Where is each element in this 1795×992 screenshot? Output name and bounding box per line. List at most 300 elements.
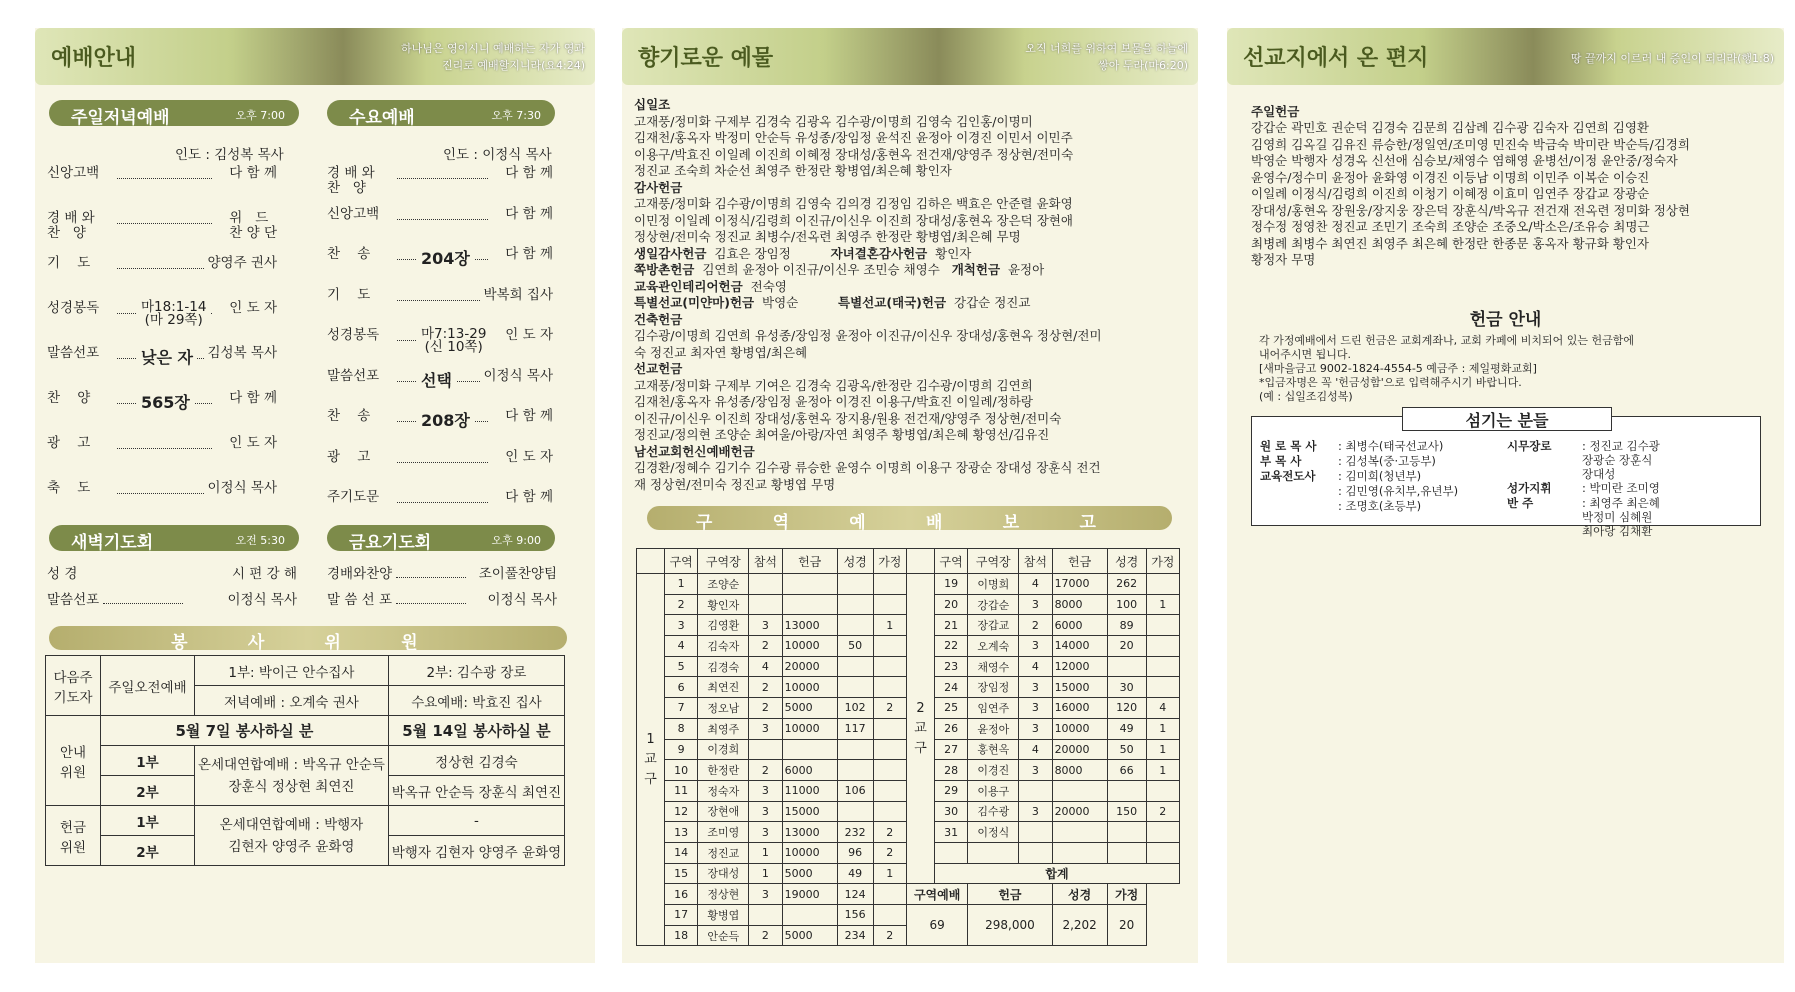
order-item-person: 양영주 권사 xyxy=(205,256,278,271)
report-cell: 2 xyxy=(749,677,782,698)
report-cell: 안순득 xyxy=(698,925,749,946)
order-item-label: 성경봉독 xyxy=(47,300,100,316)
report-cell: 17000 xyxy=(1052,574,1107,595)
report-cell xyxy=(782,594,837,615)
order-item-label: 신앙고백 xyxy=(327,205,380,222)
table-row xyxy=(637,905,1180,926)
report-cell xyxy=(1107,822,1146,843)
report-cell: 3 xyxy=(1019,801,1052,822)
table-row xyxy=(637,884,1180,905)
order-item-label: 광 고 xyxy=(327,448,371,465)
wednesday-title: 수요예배 오후 7:30 xyxy=(327,100,555,126)
report-cell: 6 xyxy=(665,677,698,698)
report-cell: 3 xyxy=(749,615,782,636)
order-item-person: 다 함 께 xyxy=(226,166,277,181)
report-header-row xyxy=(637,549,1180,574)
offering-line: 선교헌금 xyxy=(634,361,683,376)
order-row xyxy=(327,450,553,484)
order-row xyxy=(327,369,553,403)
report-cell: 정상현 xyxy=(698,884,749,905)
report-cell: 장대성 xyxy=(698,863,749,884)
report-cell: 이명희 xyxy=(968,574,1019,595)
report-cell xyxy=(873,801,906,822)
report-cell: 5000 xyxy=(782,863,837,884)
order-row xyxy=(47,211,277,245)
order-item-person: 다 함 께 xyxy=(226,391,277,406)
report-cell: 장임정 xyxy=(968,677,1019,698)
order-item-label: 주기도문 xyxy=(327,489,380,505)
report-cell: 298,000 xyxy=(968,905,1052,946)
order-item-label: 찬 양 xyxy=(47,390,91,406)
report-cell xyxy=(1107,842,1146,863)
report-cell xyxy=(873,905,906,926)
report-cell: 120 xyxy=(1107,698,1146,719)
offerings-panel xyxy=(622,28,1198,963)
report-cell: 5000 xyxy=(782,925,837,946)
report-cell: 헌금 xyxy=(782,549,837,574)
report-cell: 한정란 xyxy=(698,760,749,781)
order-item-detail: 마7:13-29 (신 10쪽) xyxy=(417,328,490,354)
district-report-title: 구 역 예 배 보 고 xyxy=(647,506,1172,530)
report-cell xyxy=(837,739,873,760)
report-cell xyxy=(873,636,906,657)
report-cell: 124 xyxy=(837,884,873,905)
report-cell: 1 xyxy=(873,863,906,884)
report-cell xyxy=(873,780,906,801)
offering-line: 생일감사헌금 김효은 장임정 자녀결혼감사헌금 황인자 xyxy=(634,245,972,261)
report-cell: 구역장 xyxy=(698,549,749,574)
report-cell: 25 xyxy=(934,698,967,719)
report-cell: 17 xyxy=(665,905,698,926)
report-cell: 김수광 xyxy=(968,801,1019,822)
report-cell: 4 xyxy=(749,656,782,677)
report-cell xyxy=(1146,615,1179,636)
report-cell: 강갑순 xyxy=(968,594,1019,615)
header-verse: 오직 너희를 위하여 보물을 하늘에 쌓아 두라(마6:20) xyxy=(1025,42,1188,72)
report-cell: 66 xyxy=(1107,760,1146,781)
report-cell: 50 xyxy=(1107,739,1146,760)
order-row xyxy=(47,391,277,425)
order-item-person: 인 도 자 xyxy=(226,301,277,316)
report-cell: 참석 xyxy=(1019,549,1052,574)
order-item-person: 다 함 께 xyxy=(502,409,553,424)
offerings-header xyxy=(622,28,1198,85)
report-cell xyxy=(1146,842,1179,863)
offering-guide-title: 헌금 안내 xyxy=(1469,310,1542,330)
report-cell: 4 xyxy=(1019,656,1052,677)
report-cell: 조양순 xyxy=(698,574,749,595)
report-cell xyxy=(1019,780,1052,801)
report-cell: 4 xyxy=(1019,739,1052,760)
report-cell xyxy=(837,594,873,615)
report-cell: 1 xyxy=(1146,739,1179,760)
mission-letter-header xyxy=(1227,28,1784,85)
report-cell: 1 xyxy=(665,574,698,595)
report-cell: 4 xyxy=(665,636,698,657)
order-item-person: 박복희 집사 xyxy=(481,288,554,303)
order-item-person: 이정식 목사 xyxy=(205,481,278,496)
report-cell xyxy=(873,739,906,760)
order-item-label: 경 배 와 찬 양 xyxy=(327,165,375,196)
servants-box xyxy=(1251,411,1761,538)
offering-line: 특별선교(미얀마)헌금 박영순 특별선교(태국)헌금 강갑순 정진교 xyxy=(634,295,1031,310)
order-item-label: 말씀선포 xyxy=(327,367,380,384)
report-cell xyxy=(749,905,782,926)
report-cell: 7 xyxy=(665,698,698,719)
dawn-prayer-title: 새벽기도회 오전 5:30 xyxy=(49,525,299,551)
report-cell xyxy=(873,718,906,739)
report-cell: 2,202 xyxy=(1052,905,1107,946)
report-cell: 2 xyxy=(873,842,906,863)
offering-line: 고재풍/정미화 구제부 김경숙 김광옥 김수광/이명희 김영숙 김인홍/이명미 xyxy=(634,113,1033,129)
report-cell: 2 xyxy=(873,698,906,719)
report-cell: 150 xyxy=(1107,801,1146,822)
report-cell: 가정 xyxy=(1146,549,1179,574)
report-cell: 김숙자 xyxy=(698,636,749,657)
order-row xyxy=(47,301,277,335)
report-cell: 102 xyxy=(837,698,873,719)
offering-line: 고재풍/정미화 구제부 기여은 김경숙 김광옥/한정란 김수광/이명희 김연희 xyxy=(634,377,1033,393)
order-item-label: 광 고 xyxy=(47,435,91,451)
report-cell: 49 xyxy=(1107,718,1146,739)
offering-line: 김재천/홍옥자 유성종/장임정 윤정아 이경진 이용구/박효진 이일례/정하랑 xyxy=(634,394,1033,409)
report-cell: 13000 xyxy=(782,615,837,636)
order-item-detail: 204장 xyxy=(417,252,474,265)
report-cell: 김경숙 xyxy=(698,656,749,677)
report-cell: 9 xyxy=(665,739,698,760)
report-cell: 2 xyxy=(749,925,782,946)
offering-line: 김수광/이명희 김연희 유성종/장임정 윤정아 이진규/이신우 장대성/홍현옥 정상현/전미 xyxy=(634,328,1102,343)
order-item-label: 성경봉독 xyxy=(327,327,380,343)
report-cell: 10 xyxy=(665,760,698,781)
report-cell: 15 xyxy=(665,863,698,884)
report-cell: 8 xyxy=(665,718,698,739)
order-item-detail: 선택 xyxy=(417,374,456,387)
order-item-person: 다 함 께 xyxy=(502,490,553,505)
report-cell: 49 xyxy=(837,863,873,884)
servant-row: 부 목 사 : 김성복(중·고등부) xyxy=(1260,454,1436,468)
offering-line: 십일조 xyxy=(634,97,671,112)
order-item-detail: 565장 xyxy=(137,396,194,409)
worship-guide-panel xyxy=(35,28,595,963)
report-cell: 헌금 xyxy=(968,884,1052,905)
report-cell: 2 xyxy=(749,698,782,719)
order-row xyxy=(327,166,553,200)
order-item-detail: 208장 xyxy=(417,414,474,427)
report-cell: 4 xyxy=(1146,698,1179,719)
report-cell: 1 교 구 xyxy=(637,574,665,946)
report-cell: 1 xyxy=(1146,760,1179,781)
order-row xyxy=(47,436,277,470)
report-cell xyxy=(1146,780,1179,801)
report-cell: 2 xyxy=(873,925,906,946)
servant-row: 원 로 목 사 : 최병수(태국선교사) xyxy=(1260,439,1444,453)
report-cell: 구역예배 xyxy=(906,884,967,905)
order-item-label: 찬 송 xyxy=(327,246,371,262)
sunday-evening-title: 주일저녁예배 오후 7:00 xyxy=(49,100,299,126)
report-cell: 2 xyxy=(749,636,782,657)
report-cell: 1 xyxy=(1146,594,1179,615)
report-cell xyxy=(782,739,837,760)
report-cell xyxy=(837,656,873,677)
report-cell: 20000 xyxy=(782,656,837,677)
report-cell: 234 xyxy=(837,925,873,946)
report-cell: 262 xyxy=(1107,574,1146,595)
report-cell xyxy=(873,656,906,677)
report-cell: 100 xyxy=(1107,594,1146,615)
report-cell: 윤정아 xyxy=(968,718,1019,739)
report-cell: 정진교 xyxy=(698,842,749,863)
report-cell xyxy=(1146,636,1179,657)
report-cell: 가정 xyxy=(873,549,906,574)
report-cell xyxy=(873,884,906,905)
report-cell: 3 xyxy=(749,822,782,843)
report-cell: 2 xyxy=(1146,801,1179,822)
order-item-person: 위 드 찬 양 단 xyxy=(226,211,277,241)
offering-line: 감사헌금 xyxy=(634,179,683,195)
report-cell: 23 xyxy=(934,656,967,677)
report-cell xyxy=(837,760,873,781)
report-cell: 1 xyxy=(873,615,906,636)
report-cell xyxy=(782,905,837,926)
table-row xyxy=(637,574,1180,595)
order-row xyxy=(47,166,277,200)
report-cell: 2 xyxy=(873,822,906,843)
order-item-person: 김성복 목사 xyxy=(205,346,278,361)
friday-row-1: 경배와찬양 조이풀찬양팀 xyxy=(327,566,557,582)
report-cell: 이경진 xyxy=(968,760,1019,781)
report-cell: 31 xyxy=(934,822,967,843)
report-cell: 구역 xyxy=(665,549,698,574)
mission-letter-title: 선교지에서 온 편지 xyxy=(1243,46,1429,71)
report-cell: 10000 xyxy=(1052,718,1107,739)
offering-line: 이민정 이일례 이정식/김령희 이진규/이신우 이진희 장대성/홍현옥 장은덕 장현애 xyxy=(634,212,1073,228)
offering-line: 김경환/정혜수 김기수 김수광 류승한 윤영수 이명희 이용구 장광순 장대성 장훈식 전건 xyxy=(634,460,1101,475)
report-cell: 13 xyxy=(665,822,698,843)
report-cell: 3 xyxy=(1019,760,1052,781)
report-cell: 6000 xyxy=(782,760,837,781)
report-cell: 3 xyxy=(1019,718,1052,739)
offering-line: 교육관인테리어헌금 전숙영 xyxy=(634,278,787,294)
report-cell: 2 교 구 xyxy=(906,574,934,884)
report-cell: 3 xyxy=(1019,594,1052,615)
wednesday-leader: 인도 : 이정식 목사 xyxy=(443,147,552,163)
report-cell: 5 xyxy=(665,656,698,677)
report-cell: 28 xyxy=(934,760,967,781)
report-cell: 3 xyxy=(1019,677,1052,698)
order-item-person: 다 함 께 xyxy=(502,207,553,222)
header-verse: 하나님은 영이시니 예배하는 자가 영과 진리로 예배할지니라(요4:24) xyxy=(400,42,585,72)
report-cell xyxy=(837,574,873,595)
report-cell: 1 xyxy=(1146,718,1179,739)
worship-guide-title: 예배안내 xyxy=(51,46,137,71)
report-cell: 10000 xyxy=(782,718,837,739)
report-cell xyxy=(906,549,934,574)
report-cell xyxy=(837,677,873,698)
friday-prayer-title: 금요기도회 오후 9:00 xyxy=(327,525,555,551)
report-cell xyxy=(1107,780,1146,801)
report-cell: 20000 xyxy=(1052,739,1107,760)
report-cell: 3 xyxy=(749,884,782,905)
dawn-row-2: 말씀선포 이정식 목사 xyxy=(47,592,297,608)
order-row xyxy=(47,481,277,515)
report-cell: 홍현옥 xyxy=(968,739,1019,760)
report-cell: 11 xyxy=(665,780,698,801)
offering-line: 재 정상현/전미숙 정진교 황병엽 무명 xyxy=(634,476,836,492)
report-cell: 89 xyxy=(1107,615,1146,636)
report-cell: 1 xyxy=(749,863,782,884)
report-cell: 20000 xyxy=(1052,801,1107,822)
report-cell: 30 xyxy=(934,801,967,822)
weekly-offering-line: 윤영수/정수미 윤정아 윤화영 이경진 이등남 이명희 이민주 이복순 이승진 xyxy=(1251,169,1650,185)
report-cell xyxy=(1052,780,1107,801)
order-item-label: 기 도 xyxy=(327,286,371,303)
report-cell: 헌금 xyxy=(1052,549,1107,574)
report-cell: 성경 xyxy=(837,549,873,574)
report-cell: 2 xyxy=(749,760,782,781)
report-cell: 26 xyxy=(934,718,967,739)
report-cell: 11000 xyxy=(782,780,837,801)
order-row xyxy=(327,328,553,362)
order-item-label: 기 도 xyxy=(47,255,91,271)
order-item-person: 인 도 자 xyxy=(502,328,553,343)
offering-line: 정상현/전미숙 정진교 최병수/전옥련 최영주 한정란 황병엽/최은혜 무명 xyxy=(634,229,1021,244)
report-cell xyxy=(837,801,873,822)
report-cell: 21 xyxy=(934,615,967,636)
report-cell xyxy=(1146,574,1179,595)
order-item-detail: 낮은 자 xyxy=(137,351,197,364)
offering-guide-text: 각 가정예배에서 드린 헌금은 교회계좌나, 교회 카페에 비치되어 있는 헌금함에 내어주시면 됩니다. [새마을금고 9002-1824-4554-5 예금주 : 제일평화교회] *입금자명은 꼭 '헌금성함'으로 입력해주시기 바랍니다. (예 : 십일조김성복) xyxy=(1259,334,1634,403)
report-cell: 정숙자 xyxy=(698,780,749,801)
offering-line: 건축헌금 xyxy=(634,311,683,327)
report-cell: 106 xyxy=(837,780,873,801)
report-cell: 5000 xyxy=(782,698,837,719)
report-cell: 4 xyxy=(1019,574,1052,595)
report-cell: 20 xyxy=(1107,636,1146,657)
order-row xyxy=(327,409,553,443)
report-cell: 10000 xyxy=(782,677,837,698)
report-cell: 10000 xyxy=(782,842,837,863)
mission-letter-panel xyxy=(1227,28,1784,963)
report-cell: 정오남 xyxy=(698,698,749,719)
report-cell: 232 xyxy=(837,822,873,843)
report-cell xyxy=(1107,656,1146,677)
report-cell xyxy=(1019,822,1052,843)
weekly-offering-line: 황정자 무명 xyxy=(1251,252,1316,267)
order-item-person: 이정식 목사 xyxy=(481,369,554,384)
weekly-offering-line: 강갑순 곽민호 권순덕 김경숙 김문희 김삼례 김수광 김숙자 김연희 김영환 xyxy=(1251,120,1650,135)
order-item-person: 다 함 께 xyxy=(502,166,553,181)
weekly-offering-list xyxy=(1251,120,1690,269)
order-row xyxy=(327,247,553,281)
report-cell: 참석 xyxy=(749,549,782,574)
report-cell xyxy=(837,615,873,636)
report-cell xyxy=(637,549,665,574)
offering-line: 숙 정진교 최자연 황병엽/최은혜 xyxy=(634,344,808,360)
weekly-offering-title: 주일헌금 xyxy=(1251,104,1300,119)
weekly-offering-line: 정수정 정영찬 정진교 조민기 조숙희 조양순 조중오/박소은/조유승 최명근 xyxy=(1251,219,1650,234)
servant-row: : 김민영(유치부,유년부) xyxy=(1338,484,1459,498)
weekly-offering-line: 최병례 최병수 최연진 최영주 최은혜 한정란 한종문 홍옥자 황규화 황인자 xyxy=(1251,235,1650,251)
report-cell: 가정 xyxy=(1107,884,1146,905)
report-cell xyxy=(749,594,782,615)
report-cell: 2 xyxy=(1019,615,1052,636)
report-cell: 김영환 xyxy=(698,615,749,636)
report-cell: 장현애 xyxy=(698,801,749,822)
weekly-offering-line: 김영희 김옥길 김유진 류승한/정일연/조미영 민진숙 박금숙 박미란 박순득/김경희 xyxy=(1251,136,1690,152)
report-cell: 채영수 xyxy=(968,656,1019,677)
report-cell xyxy=(782,574,837,595)
report-cell: 3 xyxy=(749,780,782,801)
servants-title: 섬기는 분들 xyxy=(1402,407,1612,431)
report-cell: 성경 xyxy=(1052,884,1107,905)
report-cell: 10000 xyxy=(782,636,837,657)
offering-line: 정진교 조숙희 차순선 최영주 한정란 황병엽/최은혜 황인자 xyxy=(634,163,952,178)
report-cell xyxy=(934,842,967,863)
district-report-table xyxy=(636,548,1180,946)
report-cell: 19000 xyxy=(782,884,837,905)
report-cell: 19 xyxy=(934,574,967,595)
servants-left xyxy=(1260,439,1458,514)
report-cell: 2 xyxy=(665,594,698,615)
report-cell: 117 xyxy=(837,718,873,739)
servants-right: 시무장로 : 정진교 김수광 장광순 장훈식 장대성 성가지휘 : 박미란 조미영 반 주 : 최영주 최은혜 박정미 심혜원 최아랑 김채환 xyxy=(1507,439,1660,538)
report-cell: 3 xyxy=(1019,698,1052,719)
report-cell: 오계숙 xyxy=(968,636,1019,657)
weekly-offering-line: 이일례 이정식/김령희 이진희 이청기 이혜정 이효미 임연주 장갑교 장광순 xyxy=(1251,186,1650,201)
report-cell: 3 xyxy=(749,718,782,739)
report-cell: 이정식 xyxy=(968,822,1019,843)
report-cell xyxy=(1052,822,1107,843)
report-cell: 구역장 xyxy=(968,549,1019,574)
order-item-label: 축 도 xyxy=(47,480,91,496)
order-item-label: 신앙고백 xyxy=(47,165,100,181)
report-cell xyxy=(968,842,1019,863)
order-item-label: 말씀선포 xyxy=(47,345,100,361)
report-cell: 20 xyxy=(934,594,967,615)
report-cell: 69 xyxy=(906,905,967,946)
report-cell: 조미영 xyxy=(698,822,749,843)
offering-line: 정진교/정의현 조양순 최여울/아랑/자연 최영주 황병엽/최은혜 황영선/김유진 xyxy=(634,427,1050,442)
report-cell: 3 xyxy=(749,801,782,822)
report-cell: 14 xyxy=(665,842,698,863)
report-cell xyxy=(1052,842,1107,863)
offering-line: 이진규/이신우 이진희 장대성/홍현옥 장지용/원용 전건재/양영주 정상현/전미숙 xyxy=(634,410,1062,426)
report-cell: 3 xyxy=(665,615,698,636)
report-cell: 96 xyxy=(837,842,873,863)
order-row xyxy=(327,490,553,524)
report-cell: 이경희 xyxy=(698,739,749,760)
report-cell xyxy=(749,574,782,595)
report-cell: 13000 xyxy=(782,822,837,843)
report-cell xyxy=(1146,656,1179,677)
report-cell: 30 xyxy=(1107,677,1146,698)
service-committee-table: 다음주 기도자 주일오전예배 1부: 박이근 안수집사 2부: 김수광 장로 저녁예배 : 오계숙 권사 수요예배: 박효진 집사 안내 위원 5월 7일 봉사하실 분 5월 14일 봉사하실 분 1부 온세대연합예배 : 박옥규 안순득 장훈식 정상현 최연진 정상현 김경숙 2부 박옥규 안순득 장훈식 최연진 헌금 위원 1부 온세대연합예배 : 박행자 김현자 양영주 윤화영 - 2부 박행자 김현자 양영주 윤화영 xyxy=(45,655,565,866)
order-row xyxy=(327,288,553,322)
header-verse: 땅 끝까지 이르러 내 증인이 되리라(행1:8) xyxy=(1570,52,1774,65)
report-cell: 14000 xyxy=(1052,636,1107,657)
report-cell: 장갑교 xyxy=(968,615,1019,636)
sunday-leader: 인도 : 김성복 목사 xyxy=(175,147,284,163)
report-cell: 황병엽 xyxy=(698,905,749,926)
report-cell: 12000 xyxy=(1052,656,1107,677)
report-cell: 구역 xyxy=(934,549,967,574)
report-cell: 6000 xyxy=(1052,615,1107,636)
offering-line: 고재풍/정미화 김수광/이명희 김영숙 김의경 김정임 김하은 백효은 안준렬 윤화영 xyxy=(634,196,1073,211)
report-cell xyxy=(1019,842,1052,863)
report-cell: 성경 xyxy=(1107,549,1146,574)
report-cell: 15000 xyxy=(1052,677,1107,698)
